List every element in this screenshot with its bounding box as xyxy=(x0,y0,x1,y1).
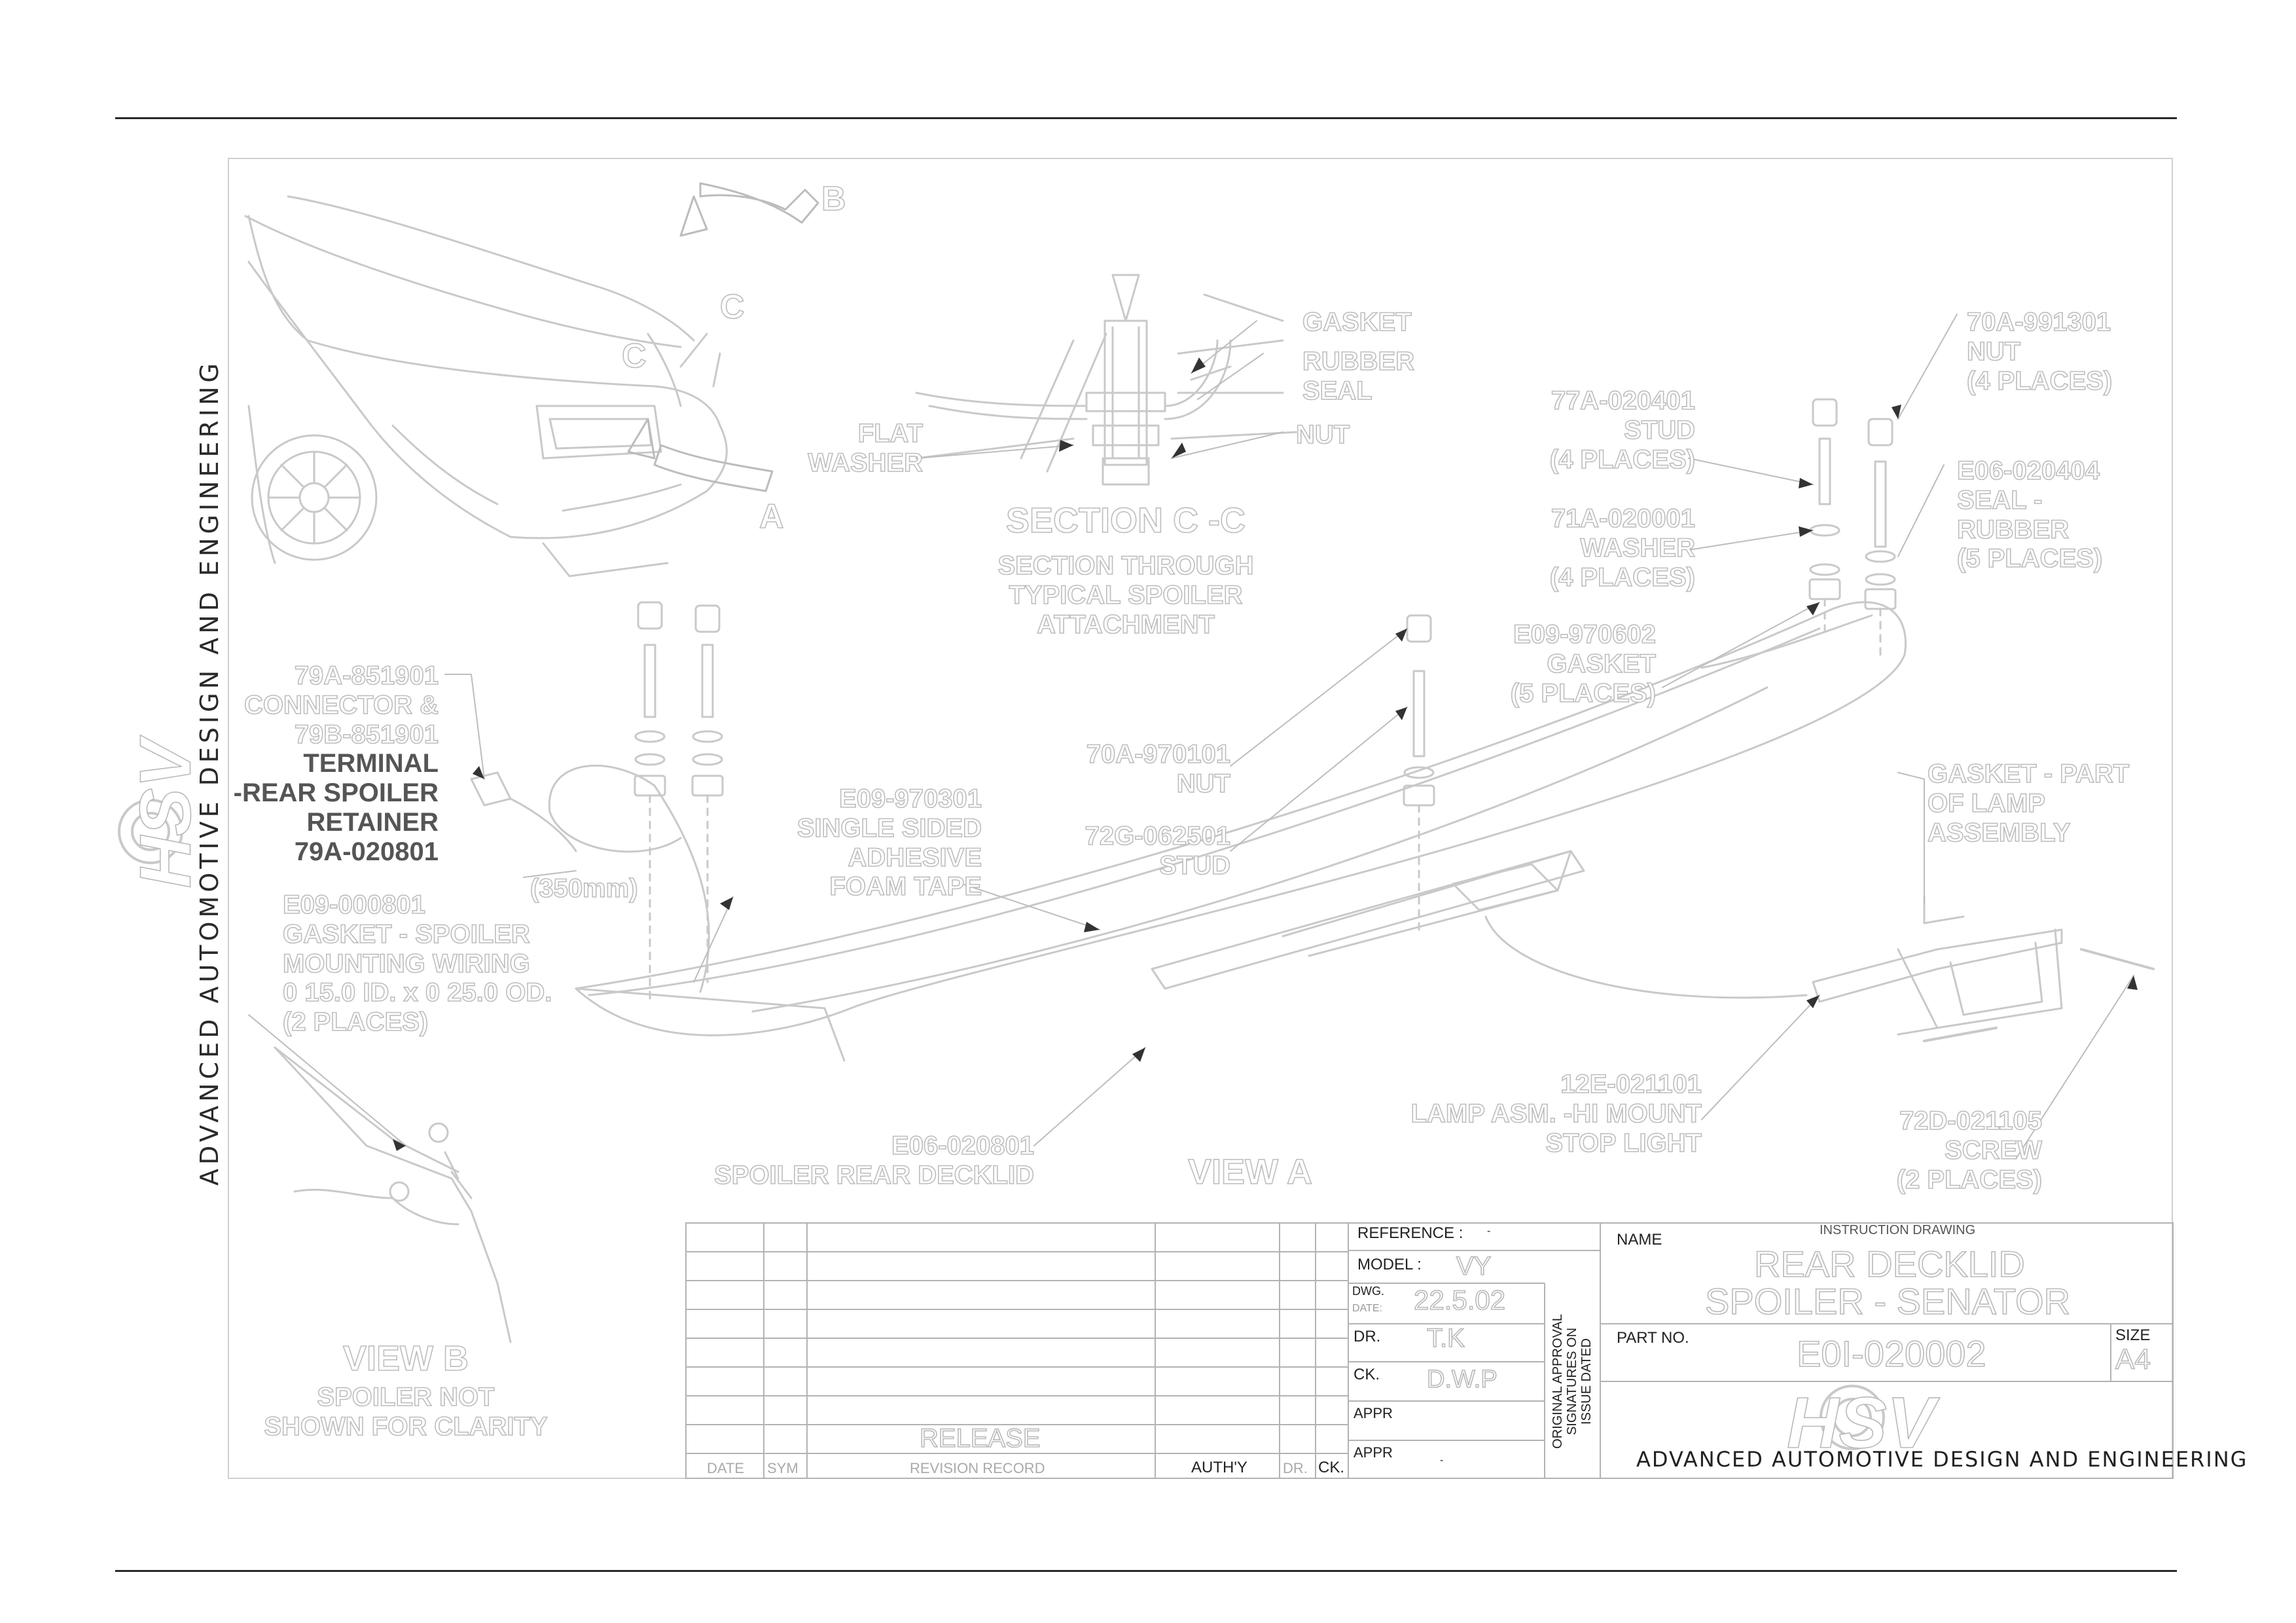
part-no-label: PART NO. xyxy=(1617,1329,1689,1347)
date-value: 22.5.02 xyxy=(1414,1285,1506,1315)
callout-lamp-12e: 12E-021101 LAMP ASM. -HI MOUNT STOP LIGHT xyxy=(1410,1070,1702,1158)
arrow-label-b: B xyxy=(821,180,846,218)
view-a-title: VIEW A xyxy=(1188,1152,1313,1192)
section-cc-subtitle: SECTION THROUGH TYPICAL SPOILER ATTACHMENT xyxy=(997,551,1254,639)
release-label: RELEASE xyxy=(920,1424,1041,1453)
rev-header-sym: SYM xyxy=(767,1460,798,1476)
dwg-label: DWG. xyxy=(1352,1285,1384,1298)
name-label: NAME xyxy=(1617,1231,1662,1249)
rev-header-dr: DR. xyxy=(1283,1460,1308,1476)
ck-label: CK. xyxy=(1354,1366,1380,1383)
callout-gasket-lamp: GASKET - PART OF LAMP ASSEMBLY xyxy=(1928,759,2130,847)
arrow-label-a: A xyxy=(759,498,784,536)
callout-washer-71a: 71A-020001 WASHER (4 PLACES) xyxy=(1549,504,1695,592)
hsv-logo-titleblock: HSV xyxy=(1787,1383,1935,1463)
view-a-arrow xyxy=(628,419,772,491)
callout-nut: NUT xyxy=(1296,420,1350,449)
rev-header-record: REVISION RECORD xyxy=(910,1460,1045,1476)
drawing-title-line1: REAR DECKLID xyxy=(1754,1243,2025,1285)
callout-connector: 79A-851901 CONNECTOR & 79B-851901 TERMINAL -REAR SPOILER RETAINER 79A-020801 xyxy=(233,661,439,866)
appr2-value: - xyxy=(1440,1455,1444,1466)
rev-header-date: DATE xyxy=(707,1460,745,1476)
callout-wire-length: (350mm) xyxy=(530,874,638,903)
vertical-company-title: ADVANCED AUTOMOTIVE DESIGN AND ENGINEERING xyxy=(195,359,224,1186)
approval-note: ORIGINAL APPROVAL SIGNATURES ON ISSUE DATED xyxy=(1551,1314,1594,1449)
dr-value: T.K xyxy=(1427,1324,1465,1353)
view-b-drawing xyxy=(275,1048,511,1342)
rev-header-ck: CK. xyxy=(1318,1459,1345,1476)
dr-label: DR. xyxy=(1354,1328,1381,1345)
callout-tape-e09: E09-970301 SINGLE SIDED ADHESIVE FOAM TAPE xyxy=(797,784,982,902)
hsv-logo-left: HSV xyxy=(125,740,206,888)
date-label: DATE: xyxy=(1352,1303,1382,1314)
part-number: E0I-020002 xyxy=(1797,1333,1986,1374)
reference-value: - xyxy=(1487,1226,1491,1237)
size-value: A4 xyxy=(2115,1343,2151,1376)
model-value: VY xyxy=(1456,1252,1492,1281)
callout-screw-72d: 72D-021105 SCREW (2 PLACES) xyxy=(1896,1106,2042,1194)
ck-value: D.W.P xyxy=(1427,1366,1498,1393)
model-label: MODEL : xyxy=(1357,1256,1422,1273)
appr2-label: APPR xyxy=(1354,1444,1393,1461)
section-cc-title: SECTION C -C xyxy=(1005,501,1246,540)
instruction-label: INSTRUCTION DRAWING xyxy=(1820,1223,1976,1237)
callout-seal-e06: E06-020404 SEAL - RUBBER (5 PLACES) xyxy=(1957,456,2103,574)
arrow-label-c1: C xyxy=(720,288,745,326)
callout-flat-washer: FLAT WASHER xyxy=(808,419,923,477)
appr-label: APPR xyxy=(1354,1405,1393,1421)
size-label: SIZE xyxy=(2115,1326,2151,1344)
view-b-arrow xyxy=(681,183,818,236)
callout-stud-72g: 72G-062501 STUD xyxy=(1085,822,1230,880)
view-b-title: VIEW B xyxy=(342,1339,469,1378)
arrow-label-c2: C xyxy=(622,337,647,375)
fasteners-middle xyxy=(1404,615,1434,930)
rev-header-auth: AUTH'Y xyxy=(1191,1459,1247,1476)
callout-spoiler-e06: E06-020801 SPOILER REAR DECKLID xyxy=(714,1131,1034,1190)
reference-label: REFERENCE : xyxy=(1357,1224,1463,1242)
callout-gasket-e09-000801: E09-000801 GASKET - SPOILER MOUNTING WIRING 0 15.0 ID. x 0 25.0 OD. (2 PLACES) xyxy=(283,890,552,1037)
company-name: ADVANCED AUTOMOTIVE DESIGN AND ENGINEERING xyxy=(1636,1447,2248,1472)
callout-gasket-e09: E09-970602 GASKET (5 PLACES) xyxy=(1510,620,1656,708)
callout-stud-77a: 77A-020401 STUD (4 PLACES) xyxy=(1549,386,1695,474)
view-b-subtitle: SPOILER NOT SHOWN FOR CLARITY xyxy=(264,1383,548,1441)
callout-gasket: GASKET xyxy=(1302,308,1412,337)
drawing-title-line2: SPOILER - SENATOR xyxy=(1705,1281,2071,1322)
callout-rubber-seal: RUBBER SEAL xyxy=(1302,347,1415,405)
car-rear-perspective xyxy=(245,196,726,576)
callout-nut-70a-970101: 70A-970101 NUT xyxy=(1086,740,1230,798)
lamp-assembly xyxy=(1486,897,2153,1041)
callout-nut-70a-991301: 70A-991301 NUT (4 PLACES) xyxy=(1967,308,2113,395)
